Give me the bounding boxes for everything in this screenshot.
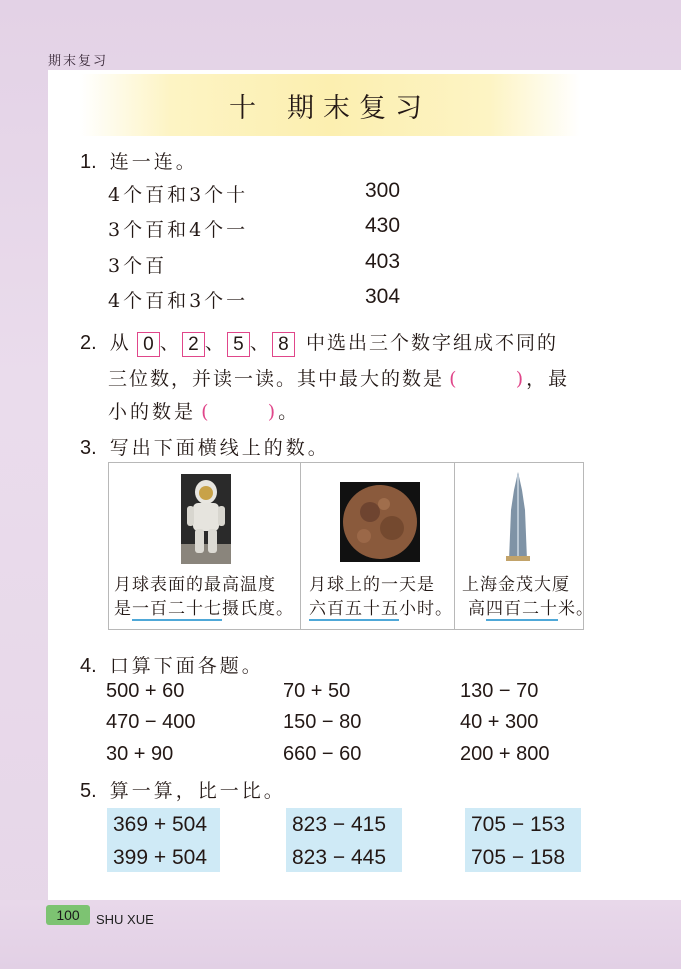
mental-math-item: 70 + 50 <box>283 680 351 702</box>
underlined-number: 六百五十五 <box>309 599 399 619</box>
question-number: 1. <box>80 151 97 173</box>
match-right-item: 300 <box>365 179 401 202</box>
caption-text: 摄氏度。 <box>222 599 294 619</box>
digit-card: 2 <box>182 332 205 357</box>
separator: 、 <box>159 332 182 354</box>
question-2-line-1 <box>80 328 558 357</box>
question-number: 3. <box>80 437 97 459</box>
caption-line <box>114 597 294 621</box>
match-left-item: 4个百和3个十 <box>108 184 249 206</box>
underlined-number: 一百二十七 <box>132 599 222 619</box>
calc-item: 823 − 415 <box>292 813 387 836</box>
match-right-item: 304 <box>365 285 401 308</box>
page-number: 100 <box>46 905 90 925</box>
question-number: 4. <box>80 655 97 677</box>
moon-image <box>340 482 420 562</box>
question-text: ，最 <box>526 368 571 390</box>
question-prompt: 算一算，比一比。 <box>109 780 286 802</box>
question-prompt: 口算下面各题。 <box>109 655 264 677</box>
match-left-item: 4个百和3个一 <box>108 290 249 312</box>
page-footer-band <box>0 900 681 969</box>
underlined-number: 四百二十 <box>486 599 558 619</box>
caption-line <box>462 597 594 621</box>
answer-blank-open: ( <box>449 368 460 390</box>
section-header: 期末复习 <box>48 54 109 69</box>
astronaut-image <box>181 474 231 564</box>
mental-math-item: 40 + 300 <box>460 711 539 733</box>
answer-blank-close: ) <box>267 401 279 423</box>
digit-card: 5 <box>227 332 250 357</box>
question-number: 2. <box>80 332 97 354</box>
caption-text: 米。 <box>558 599 594 619</box>
caption-line: 上海金茂大厦 <box>462 575 570 595</box>
caption-line: 月球上的一天是 <box>309 575 435 595</box>
mental-math-item: 660 − 60 <box>283 743 362 765</box>
table-divider <box>454 462 455 630</box>
question-text: 从 <box>109 332 132 354</box>
chapter-title: 期末复习 <box>287 93 431 124</box>
caption-line: 月球表面的最高温度 <box>114 575 276 595</box>
caption-text: 小时。 <box>399 599 453 619</box>
compare-group <box>465 808 581 872</box>
question-1-heading <box>80 147 198 174</box>
compare-group <box>286 808 402 872</box>
question-number: 5. <box>80 780 97 802</box>
table-divider <box>300 462 301 630</box>
match-right-item: 403 <box>365 250 401 273</box>
question-text: 小的数是 <box>108 401 197 423</box>
mental-math-item: 500 + 60 <box>106 680 185 702</box>
calc-item: 369 + 504 <box>113 813 208 836</box>
calc-item: 705 − 153 <box>471 813 566 836</box>
calc-item: 399 + 504 <box>113 846 208 869</box>
answer-blank-open: ( <box>201 401 212 423</box>
question-text: 三位数，并读一读。其中最大的数是 <box>108 368 445 390</box>
digit-card: 8 <box>272 332 295 357</box>
mental-math-item: 150 − 80 <box>283 711 362 733</box>
mental-math-item: 130 − 70 <box>460 680 539 702</box>
mental-math-item: 200 + 800 <box>460 743 550 765</box>
mental-math-item: 470 − 400 <box>106 711 196 733</box>
question-2-line-3 <box>108 397 300 424</box>
question-prompt: 写出下面横线上的数。 <box>109 437 330 459</box>
compare-group <box>107 808 220 872</box>
caption-line <box>309 597 453 621</box>
caption-astronaut <box>114 573 294 621</box>
question-2-line-2 <box>108 364 570 391</box>
question-5-heading <box>80 776 286 803</box>
question-text: 。 <box>278 401 301 423</box>
mental-math-item: 30 + 90 <box>106 743 174 765</box>
caption-text: 是 <box>114 599 132 619</box>
question-3-heading <box>80 433 330 460</box>
subject-label: SHU XUE <box>96 912 154 927</box>
page-title <box>80 86 580 125</box>
skyscraper-image <box>498 470 538 562</box>
question-prompt: 连一连。 <box>109 151 198 173</box>
question-4-heading <box>80 651 264 678</box>
calc-item: 823 − 445 <box>292 846 387 869</box>
match-right-item: 430 <box>365 214 401 237</box>
caption-text: 高 <box>468 599 486 619</box>
chapter-number: 十 <box>229 93 265 124</box>
caption-moon <box>309 573 453 621</box>
digit-card: 0 <box>137 332 160 357</box>
separator: 、 <box>249 332 272 354</box>
answer-blank-close: ) <box>515 368 527 390</box>
match-left-item: 3个百 <box>108 255 168 277</box>
question-text: 中选出三个数字组成不同的 <box>306 332 559 354</box>
caption-skyscraper <box>462 573 594 621</box>
calc-item: 705 − 158 <box>471 846 566 869</box>
separator: 、 <box>204 332 227 354</box>
match-left-item: 3个百和4个一 <box>108 219 249 241</box>
